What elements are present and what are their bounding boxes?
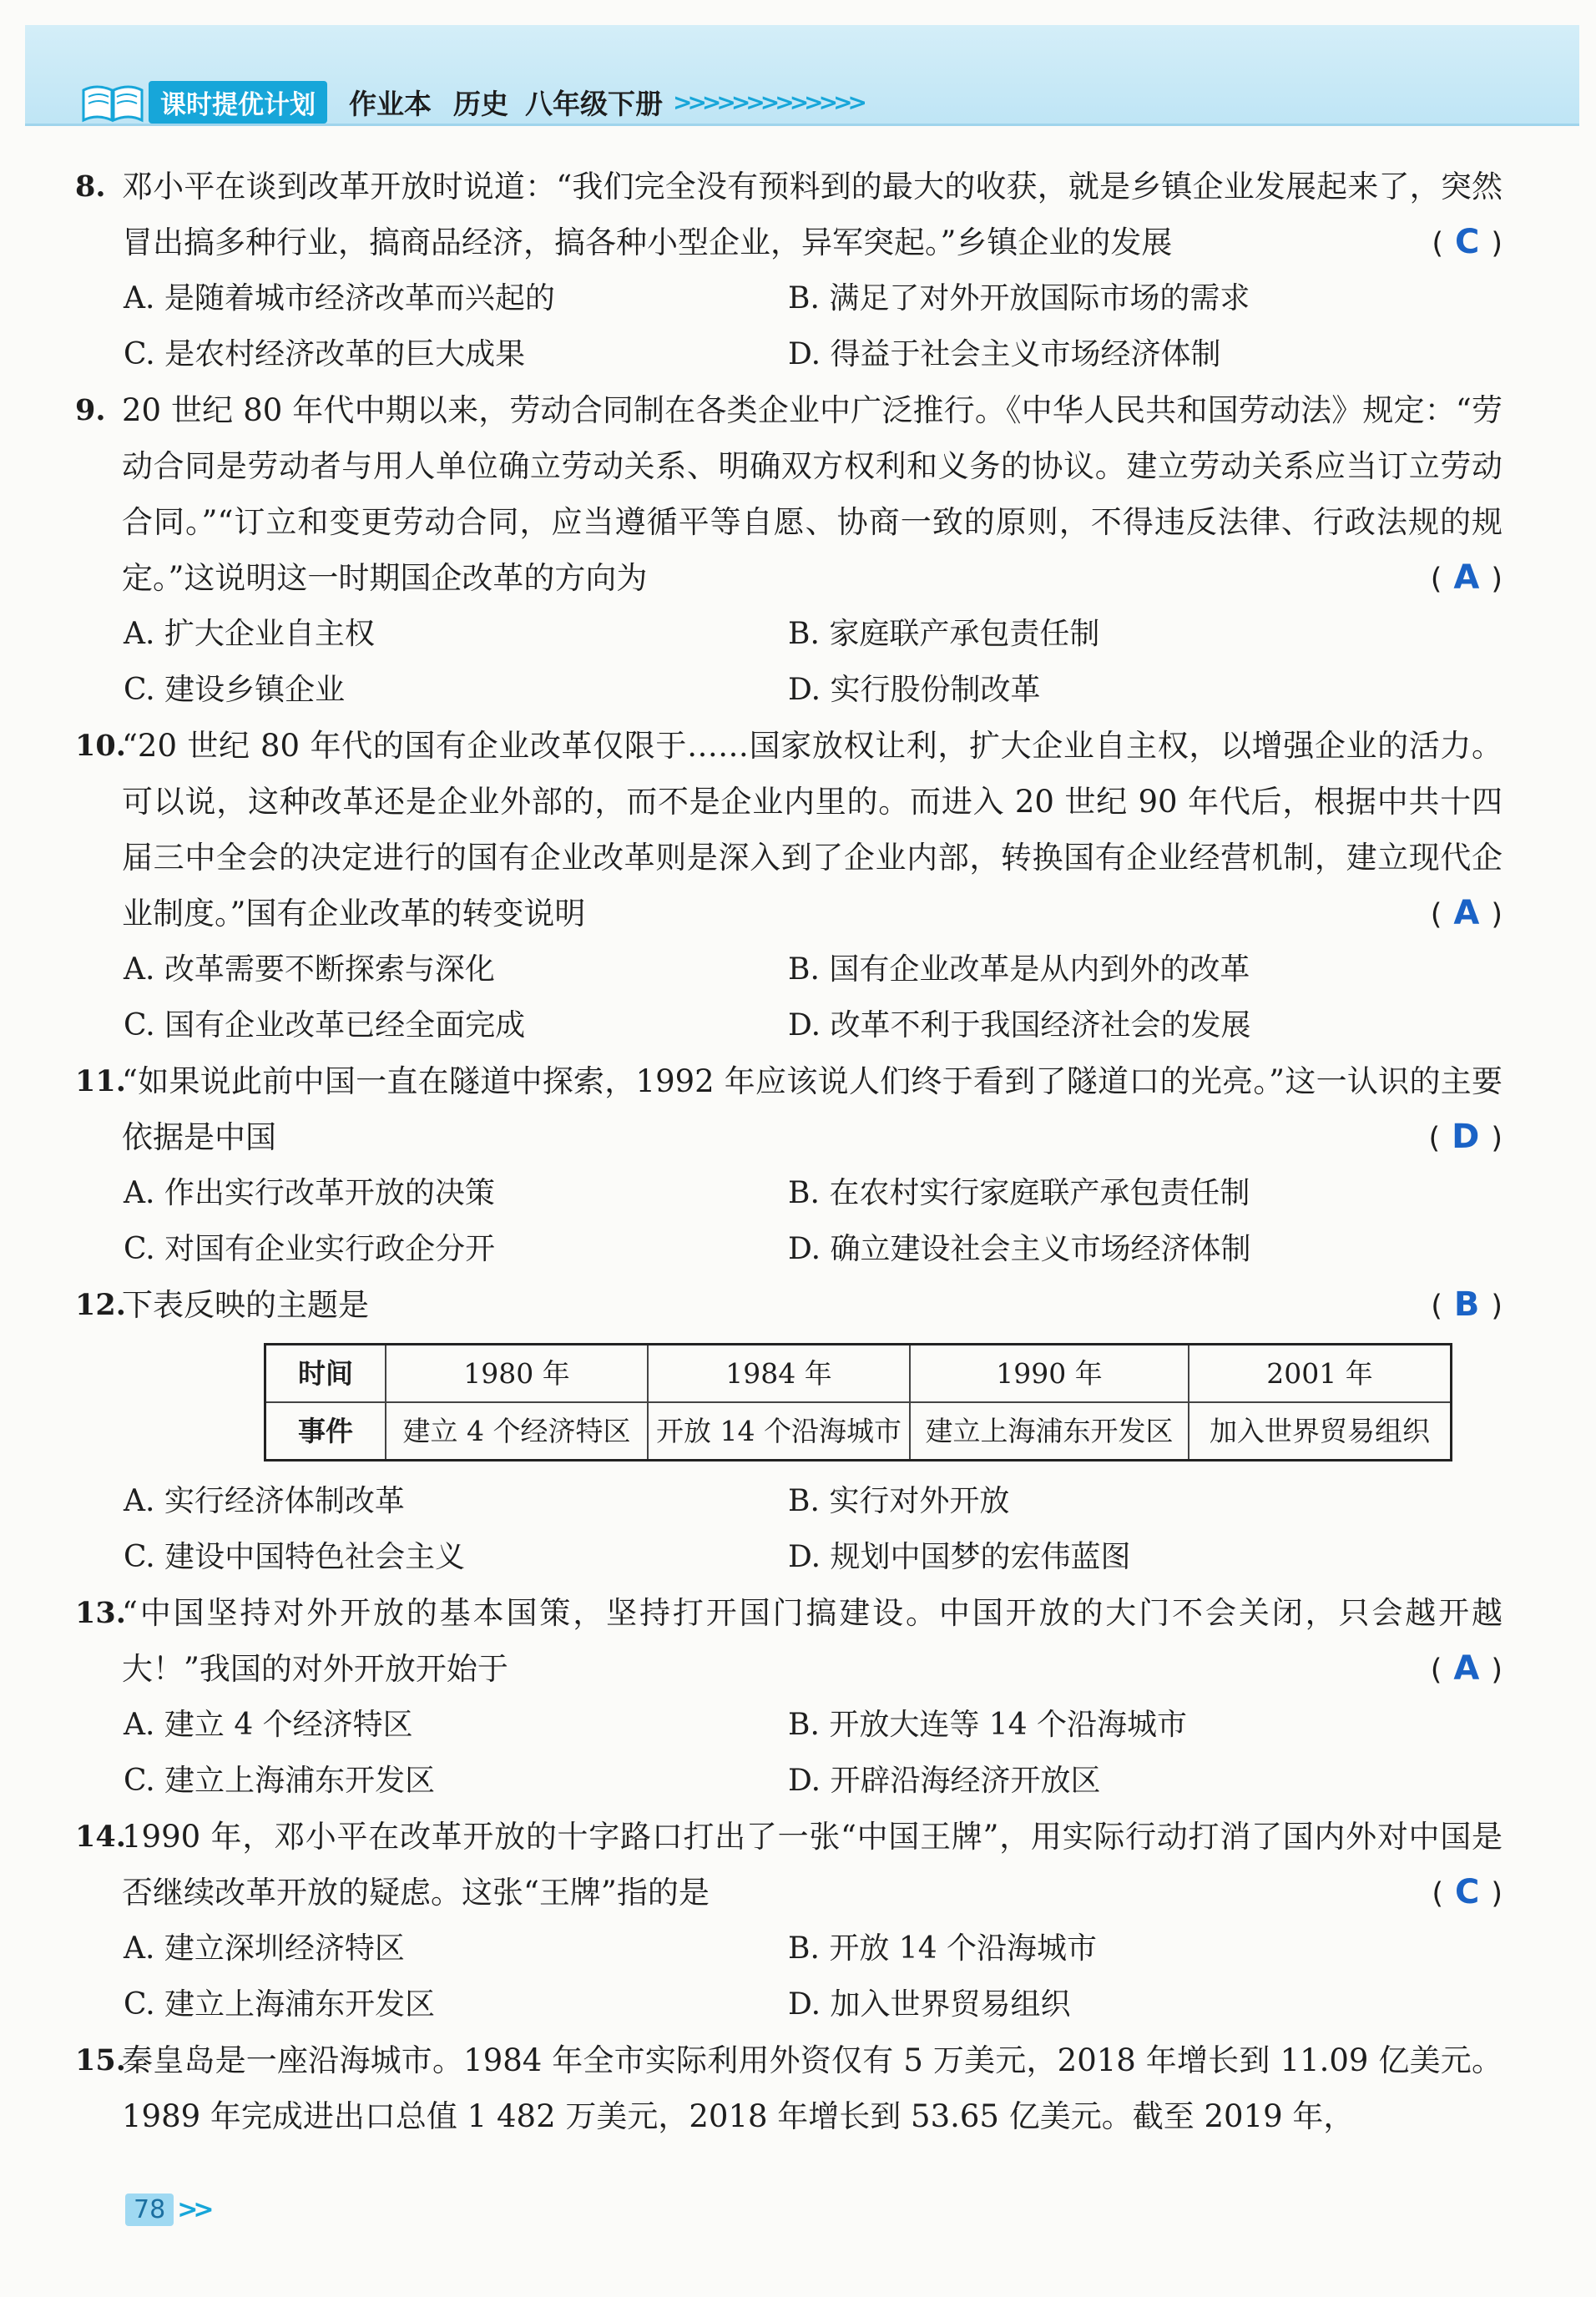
answer-bracket: ( C )	[1432, 1873, 1503, 1911]
question-9	[75, 382, 1503, 718]
option-d: D. 加入世界贸易组织	[788, 1987, 1071, 2022]
table-header-time: 时间	[265, 1345, 386, 1403]
option-b: B. 家庭联产承包责任制	[788, 617, 1100, 651]
option-c: C. 是农村经济改革的巨大成果	[124, 337, 526, 371]
option-a: A. 作出实行改革开放的决策	[124, 1176, 495, 1210]
option-d: D. 规划中国梦的宏伟蓝图	[788, 1540, 1131, 1574]
answer-letter: C	[1454, 223, 1480, 261]
answer-bracket: ( A )	[1430, 894, 1503, 932]
question-number: 9.	[75, 393, 106, 427]
option-a: A. 改革需要不断探索与深化	[124, 952, 495, 987]
question-stem: 邓小平在谈到改革开放时说道：“我们完全没有预料到的最大的收获，就是乡镇企业发展起来了，突然冒出搞多种行业，搞商品经济，搞各种小型企业，异军突起。”乡镇企业的发展 ( C )	[122, 159, 1503, 270]
subject-label: 历史	[453, 87, 508, 120]
grade-label: 八年级下册	[525, 87, 663, 120]
question-number: 12.	[75, 1288, 126, 1322]
option-c: C. 建设乡镇企业	[124, 673, 346, 707]
answer-bracket: ( C )	[1432, 223, 1503, 261]
open-book-icon	[80, 80, 145, 124]
options	[122, 1697, 1414, 1809]
question-13	[75, 1585, 1503, 1809]
answer-bracket: ( A )	[1430, 558, 1503, 597]
table-header-event: 事件	[265, 1402, 386, 1461]
table-cell: 开放 14 个沿海城市	[648, 1402, 910, 1461]
question-list	[75, 159, 1503, 2144]
timeline-table-wrap	[122, 1333, 1503, 1473]
question-number: 8.	[75, 169, 106, 204]
question-number: 10.	[75, 729, 126, 763]
question-number: 15.	[75, 2043, 126, 2077]
question-number: 14.	[75, 1820, 126, 1854]
question-8	[75, 159, 1503, 382]
answer-letter: D	[1452, 1118, 1480, 1156]
option-b: B. 开放大连等 14 个沿海城市	[788, 1708, 1188, 1742]
option-c: C. 建立上海浦东开发区	[124, 1987, 436, 2022]
table-row	[265, 1402, 1452, 1461]
answer-letter: C	[1454, 1873, 1480, 1911]
options	[122, 1165, 1412, 1277]
option-c: C. 国有企业改革已经全面完成	[124, 1008, 526, 1042]
answer-letter: A	[1453, 894, 1480, 932]
question-15	[75, 2032, 1503, 2144]
page-number: 78	[125, 2194, 174, 2226]
option-c: C. 建立上海浦东开发区	[124, 1764, 436, 1798]
table-cell: 建立 4 个经济特区	[386, 1402, 648, 1461]
chevrons-icon: >>	[177, 2195, 210, 2224]
chevrons-icon: >>>>>>>>>>>>>	[673, 88, 862, 116]
question-stem: 20 世纪 80 年代中期以来，劳动合同制在各类企业中广泛推行。《中华人民共和国劳动法》规定：“劳动合同是劳动者与用人单位确立劳动关系、明确双方权利和义务的协议。建立劳动关系应当订立劳动合同。”“订立和变更劳动合同，应当遵循平等自愿、协商一致的原则，不得违反法律、行政法规的规定。”这说明这一时期国企改革的方向为 ( A )	[122, 382, 1503, 606]
table-cell: 加入世界贸易组织	[1189, 1402, 1452, 1461]
option-d: D. 开辟沿海经济开放区	[788, 1764, 1101, 1798]
table-cell: 1980 年	[386, 1345, 648, 1403]
question-stem: “20 世纪 80 年代的国有企业改革仅限于……国家放权让利，扩大企业自主权，以增强企业的活力。可以说，这种改革还是企业外部的，而不是企业内里的。而进入 20 世纪 90 年代后，根据中共十四届三中全会的决定进行的国有企业改革则是深入到了企业内部，转换国有企业经营机制，建立现代企业制度。”国有企业改革的转变说明 ( A )	[122, 718, 1503, 942]
options	[122, 942, 1414, 1053]
option-a: A. 扩大企业自主权	[124, 617, 375, 651]
answer-letter: A	[1453, 1649, 1480, 1688]
option-a: A. 建立深圳经济特区	[124, 1931, 405, 1966]
options	[122, 606, 1414, 718]
option-c: C. 建设中国特色社会主义	[124, 1540, 466, 1574]
option-b: B. 国有企业改革是从内到外的改革	[788, 952, 1250, 987]
answer-letter: A	[1453, 558, 1480, 597]
option-d: D. 确立建设社会主义市场经济体制	[788, 1232, 1251, 1266]
table-cell: 1984 年	[648, 1345, 910, 1403]
question-stem: “中国坚持对外开放的基本国策，坚持打开国门搞建设。中国开放的大门不会关闭，只会越开越大！”我国的对外开放开始于 ( A )	[122, 1585, 1503, 1697]
option-c: C. 对国有企业实行政企分开	[124, 1232, 496, 1266]
options	[122, 270, 1415, 382]
question-number: 11.	[75, 1064, 126, 1098]
option-b: B. 在农村实行家庭联产承包责任制	[788, 1176, 1250, 1210]
question-stem: 下表反映的主题是 ( B )	[122, 1277, 1503, 1333]
question-stem: “如果说此前中国一直在隧道中探索，1992 年应该说人们终于看到了隧道口的光亮。”这一认识的主要依据是中国 ( D )	[122, 1053, 1503, 1165]
table-row	[265, 1345, 1452, 1403]
question-14	[75, 1809, 1503, 2032]
option-b: B. 实行对外开放	[788, 1484, 1010, 1518]
question-10	[75, 718, 1503, 1053]
option-a: A. 实行经济体制改革	[124, 1484, 405, 1518]
question-stem: 1990 年，邓小平在改革开放的十字路口打出了一张“中国王牌”，用实际行动打消了国内外对中国是否继续改革开放的疑虑。这张“王牌”指的是 ( C )	[122, 1809, 1503, 1921]
book-title: 作业本	[349, 87, 432, 120]
brand-label: 课时提优计划	[149, 81, 327, 124]
option-d: D. 实行股份制改革	[788, 673, 1041, 707]
table-cell: 1990 年	[910, 1345, 1189, 1403]
answer-bracket: ( A )	[1430, 1649, 1503, 1688]
page-header	[25, 25, 1579, 126]
options	[122, 1473, 1503, 1585]
question-number: 13.	[75, 1596, 126, 1630]
option-b: B. 开放 14 个沿海城市	[788, 1931, 1098, 1966]
options	[122, 1921, 1415, 2032]
option-a: A. 建立 4 个经济特区	[124, 1708, 413, 1742]
answer-letter: B	[1453, 1285, 1480, 1324]
page-footer	[125, 2194, 209, 2226]
question-11	[75, 1053, 1503, 1277]
option-d: D. 得益于社会主义市场经济体制	[788, 337, 1221, 371]
option-d: D. 改革不利于我国经济社会的发展	[788, 1008, 1251, 1042]
question-12	[75, 1277, 1503, 1585]
timeline-table	[264, 1343, 1452, 1461]
answer-bracket: ( B )	[1431, 1285, 1503, 1324]
table-cell: 2001 年	[1189, 1345, 1452, 1403]
option-b: B. 满足了对外开放国际市场的需求	[788, 281, 1250, 316]
question-stem: 秦皇岛是一座沿海城市。1984 年全市实际利用外资仅有 5 万美元，2018 年增长到 11.09 亿美元。1989 年完成进出口总值 1 482 万美元，2018 年增长到 53.65 亿美元。截至 2019 年，	[122, 2042, 1503, 2134]
answer-bracket: ( D )	[1428, 1118, 1503, 1156]
table-cell: 建立上海浦东开发区	[910, 1402, 1189, 1461]
option-a: A. 是随着城市经济改革而兴起的	[124, 281, 555, 316]
